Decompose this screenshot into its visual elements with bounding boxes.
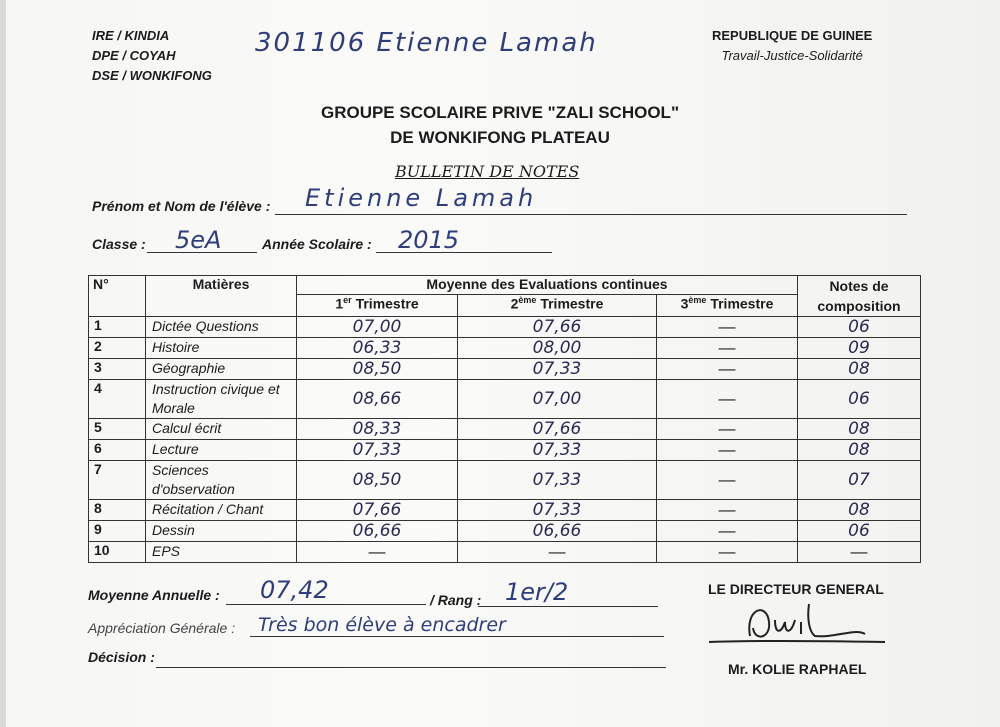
t3-number: 3 <box>680 296 689 313</box>
handwritten-student-id: 301106 Etienne Lamah <box>255 28 598 58</box>
t2-label: Trimestre <box>540 296 604 313</box>
year-value: 2015 <box>398 226 460 254</box>
row-composition: 08 <box>798 440 921 461</box>
school-name-line2: DE WONKIFONG PLATEAU <box>390 128 610 147</box>
rank-value: 1er/2 <box>505 578 569 606</box>
row-t2: 07,33 <box>458 440 657 461</box>
rank-label: / Rang : <box>430 592 482 608</box>
table-row <box>89 380 921 419</box>
row-t3: — <box>657 440 798 461</box>
row-t1: 06,33 <box>297 338 458 359</box>
table-row <box>89 461 921 500</box>
row-t2: 07,33 <box>458 500 657 521</box>
row-composition: 06 <box>798 317 921 338</box>
row-subject: Dictée Questions <box>146 317 297 338</box>
school-name-line1: GROUPE SCOLAIRE PRIVE "ZALI SCHOOL" <box>320 103 680 122</box>
t2-number: 2 <box>510 296 519 313</box>
col-subject-header: Matières <box>146 276 297 317</box>
table-row <box>89 500 921 521</box>
admin-line-dpe: DPE / COYAH <box>92 48 176 63</box>
republic-block <box>712 26 872 66</box>
table-row <box>89 359 921 380</box>
row-t1: 06,66 <box>297 521 458 542</box>
director-signature <box>705 598 895 658</box>
row-subject: Histoire <box>146 338 297 359</box>
row-t1: 08,50 <box>297 461 458 500</box>
decision-line <box>156 667 666 668</box>
average-value: 07,42 <box>260 576 329 604</box>
row-composition: 06 <box>798 521 921 542</box>
row-t2: — <box>458 542 657 563</box>
row-t3: — <box>657 380 798 419</box>
table-row <box>89 419 921 440</box>
year-label: Année Scolaire : <box>262 236 372 252</box>
row-subject: Lecture <box>146 440 297 461</box>
row-number: 1 <box>89 317 146 338</box>
row-composition: 07 <box>798 461 921 500</box>
appreciation-line <box>250 636 664 637</box>
table-row <box>89 317 921 338</box>
row-number: 8 <box>89 500 146 521</box>
class-value: 5eA <box>175 226 222 254</box>
student-name-line <box>275 214 907 215</box>
row-subject: Récitation / Chant <box>146 500 297 521</box>
page-edge <box>0 0 6 727</box>
row-t2: 07,33 <box>458 359 657 380</box>
average-line <box>226 604 426 605</box>
col-number-header: N° <box>89 276 146 317</box>
director-name: Mr. KOLIE RAPHAEL <box>728 661 867 677</box>
col-composition-header: Notes de composition <box>798 276 921 317</box>
t1-label: Trimestre <box>355 296 419 313</box>
row-t2: 07,33 <box>458 461 657 500</box>
row-number: 2 <box>89 338 146 359</box>
admin-line-dse: DSE / WONKIFONG <box>92 68 212 83</box>
row-t1: 08,50 <box>297 359 458 380</box>
student-name-value: Etienne Lamah <box>305 184 538 212</box>
document-title: BULLETIN DE NOTES <box>395 162 580 181</box>
row-t3: — <box>657 359 798 380</box>
row-composition: 08 <box>798 359 921 380</box>
row-subject: Géographie <box>146 359 297 380</box>
row-composition: 06 <box>798 380 921 419</box>
row-t3: — <box>657 338 798 359</box>
appreciation-value: Très bon élève à encadrer <box>258 614 506 636</box>
row-t2: 07,00 <box>458 380 657 419</box>
admin-line-ire: IRE / KINDIA <box>92 28 170 43</box>
row-t2: 08,00 <box>458 338 657 359</box>
t1-suffix: er <box>343 295 352 306</box>
col-t1-header <box>297 295 458 317</box>
row-number: 5 <box>89 419 146 440</box>
col-t3-header <box>657 295 798 317</box>
row-composition: 08 <box>798 500 921 521</box>
row-composition: 09 <box>798 338 921 359</box>
table-row <box>89 440 921 461</box>
director-title: LE DIRECTEUR GENERAL <box>708 581 884 597</box>
row-subject: Calcul écrit <box>146 419 297 440</box>
row-number: 3 <box>89 359 146 380</box>
republic-motto: Travail-Justice-Solidarité <box>721 48 863 63</box>
table-row <box>89 542 921 563</box>
average-label: Moyenne Annuelle : <box>88 587 220 603</box>
table-row <box>89 521 921 542</box>
row-t1: 07,00 <box>297 317 458 338</box>
rank-line <box>478 606 658 607</box>
row-number: 6 <box>89 440 146 461</box>
student-name-label: Prénom et Nom de l'élève : <box>92 198 271 214</box>
t1-number: 1 <box>335 296 344 313</box>
decision-label: Décision : <box>88 649 155 665</box>
row-t1: 07,33 <box>297 440 458 461</box>
table-header-row <box>89 276 921 295</box>
grades-table <box>88 275 921 563</box>
t3-label: Trimestre <box>710 296 774 313</box>
row-t2: 07,66 <box>458 317 657 338</box>
row-t1: — <box>297 542 458 563</box>
t3-suffix: ème <box>688 295 707 306</box>
row-t2: 07,66 <box>458 419 657 440</box>
row-t2: 06,66 <box>458 521 657 542</box>
row-number: 4 <box>89 380 146 419</box>
row-t1: 08,66 <box>297 380 458 419</box>
row-t3: — <box>657 461 798 500</box>
row-number: 9 <box>89 521 146 542</box>
row-subject: Dessin <box>146 521 297 542</box>
row-subject: Instruction civique et Morale <box>146 380 297 419</box>
row-t3: — <box>657 521 798 542</box>
row-t1: 08,33 <box>297 419 458 440</box>
col-evaluations-header: Moyenne des Evaluations continues <box>297 276 798 295</box>
row-number: 7 <box>89 461 146 500</box>
row-t3: — <box>657 500 798 521</box>
row-subject: Sciences d'observation <box>146 461 297 500</box>
t2-suffix: ème <box>518 295 537 306</box>
row-t1: 07,66 <box>297 500 458 521</box>
class-label: Classe : <box>92 236 146 252</box>
row-t3: — <box>657 317 798 338</box>
row-composition: 08 <box>798 419 921 440</box>
republic-name: REPUBLIQUE DE GUINEE <box>712 28 873 43</box>
row-t3: — <box>657 419 798 440</box>
row-composition: — <box>798 542 921 563</box>
administration-block <box>92 26 212 86</box>
row-subject: EPS <box>146 542 297 563</box>
row-t3: — <box>657 542 798 563</box>
table-row <box>89 338 921 359</box>
row-number: 10 <box>89 542 146 563</box>
school-title <box>200 100 800 150</box>
col-t2-header <box>458 295 657 317</box>
appreciation-label: Appréciation Générale : <box>88 620 236 636</box>
